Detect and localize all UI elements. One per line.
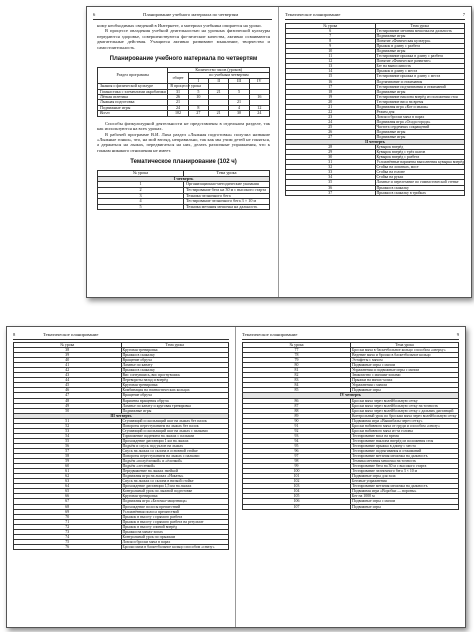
lesson-topic: Повороты переступанием на лыжах без палок (121, 423, 229, 428)
plan-hours: 5 (229, 89, 249, 94)
lesson-topic: Подвижные игры (375, 34, 465, 39)
lesson-topic: Подъём «лесенкой» (121, 464, 229, 469)
lesson-number: 93 (243, 433, 351, 438)
lesson-topic: Кувырок вперёд с разбега (375, 155, 465, 160)
lesson-number: 26 (286, 129, 376, 134)
plan-hours: 102 (168, 111, 188, 116)
body-paragraph: Способы физкультурной деятельности не представлены в отдельном разделе, так как используются на всех уроках. (97, 120, 270, 132)
plan-section: Лыжная подготовка (98, 100, 168, 105)
lesson-number: 90 (243, 418, 351, 423)
lesson-topic: Прохождение дистанции 1 км на лыжах (121, 438, 229, 443)
running-head-title: Тематическое планирование (242, 332, 298, 337)
plan-section: Подвижные игры (98, 105, 168, 110)
lesson-topic: Подвижная игра «Вышибалы через сетку» (351, 418, 459, 423)
lesson-topic: Упражнения с мячом (351, 383, 459, 388)
lesson-topic: Торможение падением на лыжах с палками (121, 433, 229, 438)
lesson-number: 46 (14, 388, 122, 393)
lesson-topic: Подвижные игры (351, 504, 459, 509)
lesson-topic: Стойка на руках (375, 175, 465, 180)
plan-hours: 8 (188, 105, 208, 110)
lesson-topic: Усложнённые варианты выполнения кувырка вперёд (376, 160, 465, 165)
plan-hours: 5 (188, 89, 208, 94)
lesson-topic: Подвижная игра «Кот и мышь» (375, 104, 465, 109)
thematic-table (13, 342, 229, 550)
lesson-topic: Броски мяча через волейбольную сетку (351, 398, 459, 403)
col-topic: Тема урока (351, 343, 459, 348)
lesson-number: 99 (243, 464, 351, 469)
lesson-number: 19 (286, 94, 376, 99)
lesson-topic: Круговая тренировка (121, 494, 229, 499)
lesson-number: 55 (14, 438, 122, 443)
lesson-number: 17 (286, 84, 376, 89)
lesson-number: 12 (286, 59, 376, 64)
lesson-topic: Лазанье по канату (121, 363, 229, 368)
lesson-topic: Тестирование метания мешочка на дальность (351, 454, 459, 459)
running-head (93, 11, 272, 20)
lesson-topic: Лазанье и перелезание по гимнастической стенке (375, 180, 465, 185)
lesson-topic: Организационно-методические указания (184, 182, 270, 188)
plan-quarter: II (209, 78, 229, 83)
running-head (242, 331, 459, 340)
thematic-title: Тематическое планирование (102 ч) (130, 159, 237, 166)
lesson-topic: Прыжок в длину с разбега (375, 44, 465, 49)
page-number: 9 (456, 332, 459, 337)
lesson-number: 87 (243, 403, 351, 408)
lesson-topic: Тестирование виса на время (351, 433, 459, 438)
lesson-topic: Тестирование челночного бега 3 × 10 м (351, 469, 459, 474)
lesson-topic: Броски мяча через волейбольную сетку на точность (351, 403, 459, 408)
lesson-topic: Контрольный урок по броскам мяча через волейбольную сетку (352, 413, 457, 418)
lesson-topic: Понятие «Физическое развитие» (375, 59, 465, 64)
lesson-number: 98 (243, 459, 351, 464)
running-head-title: Планирование учебного материала по четвертям (143, 12, 239, 17)
lesson-topic: Тестирование метания мешочка на дальность (375, 29, 465, 34)
lesson-topic: Ловля и броски мяча в парах (375, 114, 465, 119)
lesson-number: 27 (286, 135, 376, 140)
lesson-row (286, 190, 465, 195)
lesson-topic: Понятие «Физическая культура» (375, 39, 465, 44)
lesson-topic: Тестирование метания мешочка на дальность (351, 484, 459, 489)
lesson-topic: Тестирование прыжка в длину с места (351, 443, 459, 448)
lesson-topic: Усложнённая полоса препятствий (121, 509, 229, 514)
lesson-number: 20 (286, 99, 376, 104)
lesson-number: 104 (243, 489, 351, 494)
lesson-number: 106 (243, 499, 351, 504)
lesson-number: 21 (286, 104, 376, 109)
lesson-number: 54 (14, 433, 122, 438)
plan-hours: В процессе урока (168, 84, 188, 89)
page-6 (87, 7, 279, 297)
page-number: 8 (13, 332, 16, 337)
plan-hours: 21 (209, 89, 229, 94)
lesson-topic: Стойка на голове (375, 170, 465, 175)
lesson-number: 58 (14, 454, 122, 459)
lesson-number: 107 (243, 504, 351, 509)
quarter-label: I четверть (98, 176, 270, 182)
lesson-topic: Подъём и спуск под уклон на лыжах (121, 443, 229, 448)
lesson-number: 102 (243, 479, 351, 484)
lesson-number: 72 (14, 524, 122, 529)
col-topic: Тема урока (184, 171, 270, 177)
plan-hours: 30 (229, 111, 249, 116)
plan-hours: 4 (229, 105, 249, 110)
lesson-topic: Ведение мяча и броски в баскетбольное кольцо (351, 353, 459, 358)
lesson-topic: Тестирование наклона вперёд из положения стоя (351, 438, 459, 443)
lesson-number: 24 (286, 119, 376, 124)
plan-head-quarters: по учебным четвертям (188, 73, 269, 78)
lesson-row (243, 504, 459, 509)
thematic-table-wrap (242, 342, 459, 510)
lesson-number: 41 (14, 363, 122, 368)
lesson-topic: Прыжки в скакалку в тройках (375, 190, 465, 195)
plan-section: Гимнастика с элементами акробатики (98, 89, 168, 94)
lesson-number: 67 (14, 499, 122, 504)
lesson-topic: Подвижные игры (351, 388, 459, 393)
lesson-topic: Броски мяча через волейбольную сетку с дальних дистанций (351, 408, 459, 413)
lesson-topic: Броски мяча в баскетбольное кольцо способом «сверху» (351, 348, 459, 353)
col-lesson: № урока (98, 171, 184, 177)
lesson-number: 4 (98, 199, 184, 205)
lesson-number: 53 (14, 428, 122, 433)
lesson-topic: Подвижные игры (375, 89, 465, 94)
lesson-topic: Повороты переступанием на лыжах с палками (121, 454, 229, 459)
running-head-title: Тематическое планирование (43, 332, 99, 337)
lesson-topic: Ловля и броски мяча в парах (121, 539, 229, 544)
col-topic: Тема урока (121, 343, 229, 348)
bottom-spread (6, 326, 466, 628)
lesson-topic: Прохождение полосы препятствий (121, 504, 229, 509)
lesson-topic: Подвижная игра «Воробьи — вороны» (351, 489, 459, 494)
plan-hours: 27 (188, 111, 208, 116)
lesson-number: 94 (243, 438, 351, 443)
lesson-topic: Кувырок вперёд с трёх шагов (375, 150, 465, 155)
lesson-topic: Прыжок в длину с места (375, 69, 465, 74)
lesson-topic: Подвижные игры с мячом (351, 499, 459, 504)
lesson-number: 2 (98, 187, 184, 193)
lesson-number: 85 (243, 388, 351, 393)
lesson-number: 45 (14, 383, 122, 388)
lesson-number: 63 (14, 479, 122, 484)
plan-hours: 24 (168, 105, 188, 110)
lesson-row (98, 204, 270, 210)
intro-paragraph: ному необходимых сведений в Интернете, а материал учебника опирается на уроки. (97, 23, 262, 28)
lesson-number: 80 (243, 363, 351, 368)
lesson-topic: Знакомство с мячами-хопами (351, 373, 459, 378)
lesson-number: 6 (286, 29, 376, 34)
page-body (97, 23, 270, 210)
lesson-topic: Круговая тренировка (121, 383, 229, 388)
lesson-number: 62 (14, 474, 122, 479)
lesson-number: 1 (98, 182, 184, 188)
plan-hours: 21 (229, 100, 249, 105)
lesson-number: 57 (14, 448, 122, 453)
plan-hours: 10 (188, 95, 208, 100)
lesson-topic: Вращение обруча (121, 358, 229, 363)
lesson-topic: Ступающий и скользящий шаг на лыжах без палок (121, 418, 229, 423)
plan-section: Всего (98, 111, 168, 116)
quarter-label: III четверть (14, 413, 229, 418)
lesson-topic: Тестирование бега на 30 м с высокого старта (184, 187, 270, 193)
lesson-topic: Подвижные игры (375, 49, 465, 54)
lesson-topic: Тестирование прыжка в длину с разбега (375, 54, 465, 59)
lesson-number: 95 (243, 443, 351, 448)
lesson-topic: Контрольный урок по прыжкам (121, 534, 229, 539)
lesson-number: 52 (14, 423, 122, 428)
lesson-number: 76 (14, 544, 122, 549)
lesson-number: 5 (98, 204, 184, 210)
lesson-topic: Техника метания мешочка на дальность (184, 204, 270, 210)
plan-hours: 26 (168, 95, 188, 100)
col-topic: Тема урока (375, 24, 465, 29)
lesson-number: 16 (286, 79, 376, 84)
lesson-number: 74 (14, 534, 122, 539)
lesson-topic: Подвижные игры (375, 129, 465, 134)
lesson-number: 14 (286, 69, 376, 74)
lesson-number: 9 (286, 44, 376, 49)
lesson-number: 61 (14, 469, 122, 474)
running-head (285, 11, 465, 20)
lesson-topic: Прыжок в высоту с прямого разбега на результат (121, 519, 229, 524)
lesson-number: 22 (286, 109, 376, 114)
plan-section: Знания о физической культуре (98, 84, 168, 89)
lesson-topic: Подвижные игры для зала (351, 474, 459, 479)
lesson-topic: Тестирование наклона вперёд из положения стоя (375, 94, 465, 99)
lesson-number: 37 (286, 190, 376, 195)
lesson-number: 83 (243, 378, 351, 383)
lesson-topic: Подвижные игры с мячом (351, 363, 459, 368)
lesson-number: 40 (14, 358, 122, 363)
lesson-topic: Тестирование челночного бега 3 × 10 м (184, 199, 270, 205)
lesson-number: 86 (243, 398, 351, 403)
thematic-table (242, 342, 459, 510)
lesson-topic: Подвижные игры (375, 135, 465, 140)
plan-quarter: I (188, 78, 208, 83)
intro-paragraph: В процессе овладения учебной деятельностью на урочных физической культуры передаются здоровье, совершенствуются фи-зические качества, активно осваиваются двигательные действия. Учащиеся активно развивают мышление, творчество и самостоятельность. (97, 28, 270, 50)
lesson-number: 66 (14, 494, 122, 499)
quarter-label: II четверть (286, 140, 465, 145)
plan-hours: 21 (209, 111, 229, 116)
lesson-number: 97 (243, 454, 351, 459)
page-9 (236, 327, 465, 627)
plan-hours: 21 (168, 100, 188, 105)
lesson-topic: Комбинация на гимнастических кольцах (121, 388, 229, 393)
page-8 (7, 327, 236, 627)
lesson-number: 59 (14, 459, 122, 464)
lesson-number: 34 (286, 175, 376, 180)
lesson-number: 25 (286, 124, 376, 129)
lesson-number: 8 (286, 39, 376, 44)
lesson-number: 50 (14, 408, 122, 413)
lesson-number: 91 (243, 423, 351, 428)
lesson-topic: Техника метания мешочка на точность (351, 459, 459, 464)
lesson-topic: Круговая тренировка (121, 348, 229, 353)
plan-quarter: IV (249, 78, 269, 83)
page-7 (279, 7, 471, 297)
lesson-topic: Прыжок в высоту с прямого разбега (121, 514, 229, 519)
lesson-number: 69 (14, 509, 122, 514)
lesson-number: 10 (286, 49, 376, 54)
lesson-topic: Прыжки на мячах-хопах (121, 529, 229, 534)
lesson-number: 101 (243, 474, 351, 479)
running-head (13, 331, 229, 340)
lesson-number: 32 (286, 165, 376, 170)
lesson-topic: Вис согнувшись, вис прогнувшись (121, 373, 229, 378)
lesson-number: 60 (14, 464, 122, 469)
lesson-topic: Подвижная игра «Осада города» (375, 119, 465, 124)
lesson-number: 96 (243, 448, 351, 453)
lesson-topic: Броски набивного мяча из-за головы (351, 428, 459, 433)
plan-quarter: III (229, 78, 249, 83)
lesson-number: 3 (98, 193, 184, 199)
lesson-topic: Прохождение дистанции 1,5 км на лыжах (121, 484, 229, 489)
plan-head-total: общее (168, 73, 188, 84)
lesson-number: 7 (286, 34, 376, 39)
lesson-row (14, 544, 229, 549)
lesson-topic: Техника челночного бега (184, 193, 270, 199)
lesson-number: 64 (14, 484, 122, 489)
lesson-topic: Подтягивание и отжимания (375, 79, 465, 84)
lesson-number: 18 (286, 89, 376, 94)
lesson-number: 79 (243, 358, 351, 363)
plan-head-section: Раздел программы (98, 68, 168, 84)
lesson-topic: Броски мяча в баскетбольное кольцо способом «снизу» (121, 544, 229, 549)
lesson-number: 105 (243, 494, 351, 499)
lesson-topic: Ступающий и скользящий шаг на лыжах с палками (121, 428, 229, 433)
plan-row (98, 111, 270, 116)
lesson-number: 30 (286, 155, 376, 160)
lesson-number: 36 (286, 185, 376, 190)
lesson-topic: Подвижная игра на лыжах «Накаты» (121, 474, 229, 479)
plan-head-count: Количество часов (уроков) (168, 68, 270, 73)
lesson-topic: Кувырок вперёд (375, 145, 465, 150)
page-number: 7 (462, 12, 465, 17)
lesson-topic: Беговые упражнения (351, 479, 459, 484)
lesson-topic: Спуск на лыжах со склона в основной стойке (121, 448, 229, 453)
lesson-number: 51 (14, 418, 122, 423)
lesson-number: 33 (286, 170, 376, 175)
thematic-table-wrap (285, 23, 465, 196)
lesson-topic: Стойка на лопатках, мост (375, 165, 465, 170)
lesson-number: 100 (243, 469, 351, 474)
lesson-topic: Тестирование виса на время (375, 99, 465, 104)
col-lesson: № урока (14, 343, 122, 348)
plan-hours: 12 (249, 105, 269, 110)
thematic-table-wrap (13, 342, 229, 550)
lesson-number: 92 (243, 428, 351, 433)
lesson-number: 88 (243, 408, 351, 413)
lesson-number: 65 (14, 489, 122, 494)
plan-hours: 16 (249, 95, 269, 100)
lesson-topic: Тестирование подтягивания и отжиманий (375, 84, 465, 89)
lesson-number: 44 (14, 378, 122, 383)
lesson-topic: Эстафеты с мячом (351, 358, 459, 363)
lesson-topic: Тестирование подтягивания и отжиманий (351, 448, 459, 453)
lesson-topic: Передвижение на лыжах змейкой (121, 469, 229, 474)
plan-title: Планирование учебного материала по четвертям (109, 56, 258, 63)
body-paragraph: В рабочей программе В.И. Ляха раздел «Лыжная подготовка» получил название «Лыжные гонки», что, на мой взгляд, неправильно, так как мы учим детей не гоняться, а держаться на лыжах, передвигаться на них, делать различные упражнения, что к гонкам никакого отношения не имеет. (97, 131, 270, 153)
lesson-topic: Спуск на лыжах со склона в низкой стойке (121, 479, 229, 484)
lesson-number: 23 (286, 114, 376, 119)
thematic-table (97, 170, 270, 210)
lesson-topic: Бег на 1000 м (351, 494, 459, 499)
lesson-topic: Варианты вращения обруча (121, 398, 229, 403)
lesson-number: 68 (14, 504, 122, 509)
lesson-number: 56 (14, 443, 122, 448)
lesson-number: 43 (14, 373, 122, 378)
lesson-number: 70 (14, 514, 122, 519)
plan-table (97, 67, 270, 117)
lesson-topic: Прыжки в скакалку (121, 368, 229, 373)
lesson-number: 31 (286, 160, 376, 165)
lesson-number: 11 (286, 54, 376, 59)
running-head-title: Тематическое планирование (285, 12, 341, 17)
lesson-topic: Вращение обруча (121, 393, 229, 398)
lesson-number: 77 (243, 348, 351, 353)
page-number: 6 (93, 12, 96, 17)
lesson-topic: Лазанье по канату и круговая тренировка (121, 403, 229, 408)
lesson-topic: Подвижная игра «Белочка-защитница» (121, 499, 229, 504)
lesson-number: 42 (14, 368, 122, 373)
lesson-number: 28 (286, 145, 376, 150)
lesson-topic: Тестирование бега на 30 м с высокого старта (351, 464, 459, 469)
lesson-number: 15 (286, 74, 376, 79)
lesson-topic: Прыжок в высоту спиной вперёд (121, 524, 229, 529)
lesson-number: 89 (243, 413, 351, 418)
lesson-topic: Броски набивного мяча от груди и способом «снизу» (351, 423, 459, 428)
plan-hours: 24 (249, 111, 269, 116)
col-lesson: № урока (286, 24, 376, 29)
lesson-number: 75 (14, 539, 122, 544)
lesson-topic: Прыжки в скакалку (375, 185, 465, 190)
quarter-label: IV четверть (243, 393, 459, 398)
lesson-number: 49 (14, 403, 122, 408)
lesson-number: 29 (286, 150, 376, 155)
lesson-topic: Перевороты назад и вперёд (121, 378, 229, 383)
lesson-number: 48 (14, 398, 122, 403)
lesson-topic: Подвижные игры (121, 408, 229, 413)
lesson-number: 82 (243, 373, 351, 378)
col-lesson: № урока (243, 343, 351, 348)
lesson-topic: Режим дня (375, 109, 465, 114)
lesson-topic: Подъём «полуёлочкой» и «ёлочкой» (121, 459, 229, 464)
lesson-topic: Тестирование прыжка в длину с места (375, 74, 465, 79)
lesson-number: 84 (243, 383, 351, 388)
lesson-topic: Бег на выносливость (375, 64, 465, 69)
lesson-topic: Упражнения и подвижные игры с мячом (351, 368, 459, 373)
lesson-number: 71 (14, 519, 122, 524)
lesson-topic: Прыжки на мячах-хопах (351, 378, 459, 383)
lesson-number: 103 (243, 484, 351, 489)
lesson-topic: Прыжки в скакалку (121, 353, 229, 358)
lesson-number: 39 (14, 353, 122, 358)
lesson-number: 78 (243, 353, 351, 358)
lesson-number: 47 (14, 393, 122, 398)
lesson-number: 73 (14, 529, 122, 534)
lesson-number: 13 (286, 64, 376, 69)
thematic-table (285, 23, 465, 196)
lesson-number: 81 (243, 368, 351, 373)
plan-hours: 31 (168, 89, 188, 94)
lesson-topic: Контрольный урок по лыжной подготовке (121, 489, 229, 494)
lesson-number: 35 (286, 180, 376, 185)
top-spread (86, 6, 472, 298)
lesson-number: 38 (14, 348, 122, 353)
plan-section: Лёгкая атлетика (98, 95, 168, 100)
lesson-topic: Частота сердечных сокращений (375, 124, 465, 129)
